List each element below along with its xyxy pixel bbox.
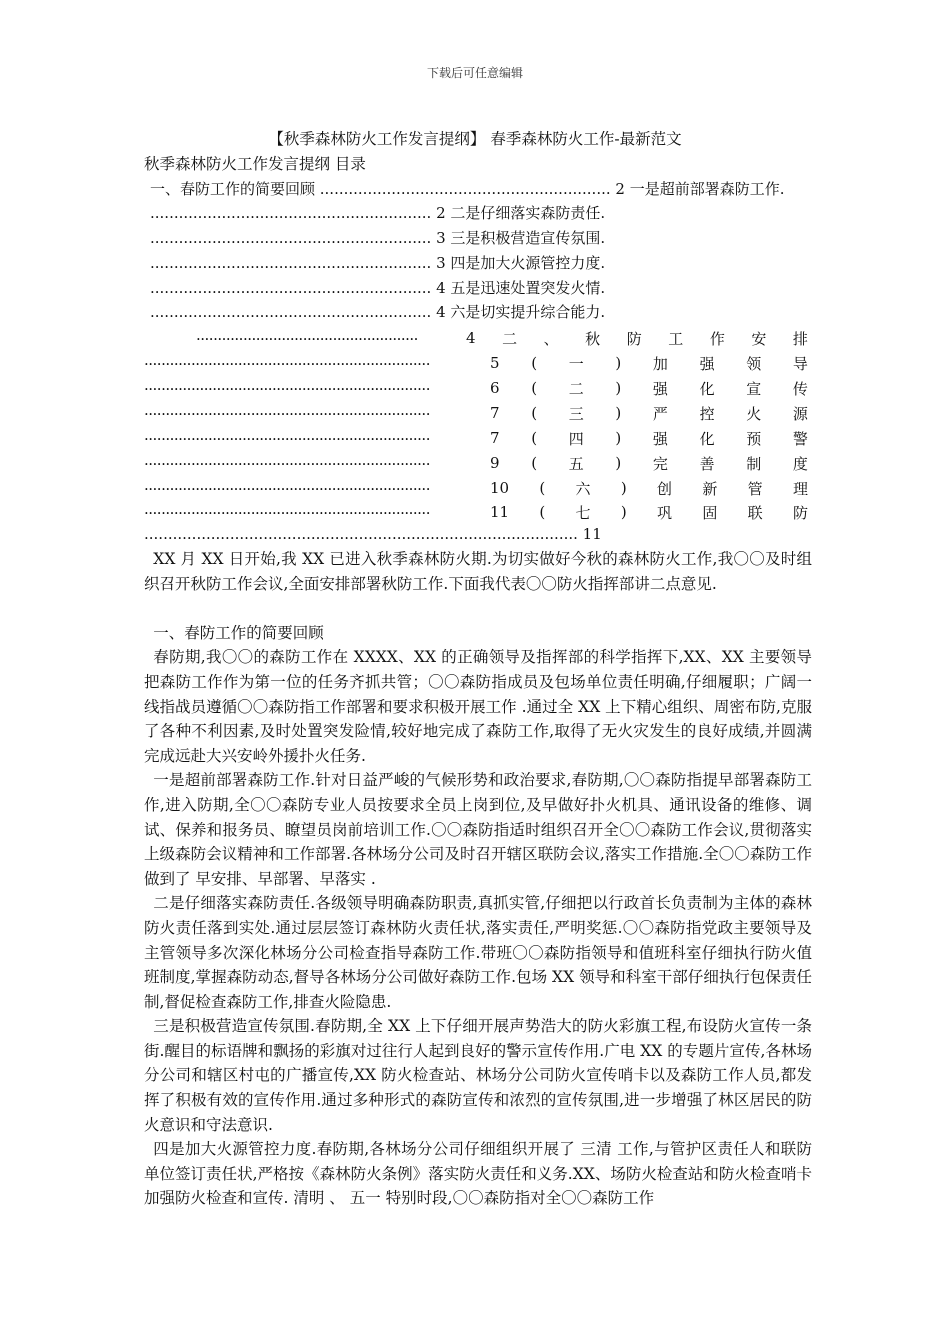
toc-page-number: 4 bbox=[466, 329, 476, 347]
toc-entry[interactable]: ........................................................... 4 六是切实提升综合能力. bbox=[150, 303, 606, 321]
toc-char: 防 bbox=[626, 329, 642, 348]
paragraph: 四是加大火源管控力度.春防期,各林场分公司仔细组织开展了 三清 工作,与管护区责任人和联防单位签订责任状,严格按《森林防火条例》落实防火责任和义务.XX、场防火检查站和防火检查哨卡加强防火检查和宣传. 清明 、 五一 特别时段,〇〇森防指对全〇〇森防工作 bbox=[144, 1140, 812, 1208]
toc-char: 警 bbox=[792, 429, 808, 448]
toc-page-number: 10 bbox=[490, 479, 510, 497]
toc-entry-spread[interactable] bbox=[490, 500, 808, 524]
toc-char: 二 bbox=[502, 329, 518, 348]
toc-char: 作 bbox=[709, 329, 725, 348]
toc-entry[interactable]: 一、春防工作的简要回顾 ............................................................. 2 一是超前部署森防工作. bbox=[150, 180, 785, 198]
toc-char: 创 bbox=[657, 479, 673, 498]
toc-char: 加 bbox=[652, 354, 668, 373]
toc-char: 强 bbox=[699, 354, 715, 373]
toc-char: 宣 bbox=[746, 379, 762, 398]
toc-char: 三 bbox=[568, 404, 584, 423]
toc-char: ) bbox=[615, 354, 622, 372]
page-header-note: 下载后可任意编辑 bbox=[426, 66, 523, 80]
toc-char: 制 bbox=[746, 454, 762, 473]
toc-char: ( bbox=[531, 454, 538, 472]
toc-entry-spread[interactable] bbox=[490, 451, 808, 475]
toc-entry[interactable]: ........................................................... 4 五是迅速处置突发火情. bbox=[150, 279, 606, 297]
toc-char: ) bbox=[620, 479, 627, 497]
toc-leader-dots: ................................................................... bbox=[144, 376, 430, 394]
document-title: 【秋季森林防火工作发言提纲】 春季森林防火工作-最新范文 bbox=[268, 130, 682, 148]
toc-char: 巩 bbox=[657, 503, 673, 522]
toc-char: ( bbox=[531, 404, 538, 422]
toc-entry-spread[interactable] bbox=[490, 426, 808, 450]
toc-entry-spread[interactable] bbox=[490, 376, 808, 400]
toc-page-number: 9 bbox=[490, 454, 500, 472]
toc-entry-spread[interactable] bbox=[490, 476, 808, 500]
toc-char: ( bbox=[531, 379, 538, 397]
toc-entry[interactable]: ........................................................... 3 三是积极营造宣传氛围. bbox=[150, 229, 606, 247]
toc-char: 四 bbox=[568, 429, 584, 448]
toc-leader-dots: ................................................................... bbox=[144, 401, 430, 419]
toc-char: ) bbox=[620, 503, 627, 521]
toc-page-number: 5 bbox=[490, 354, 500, 372]
toc-char: 、 bbox=[543, 329, 559, 348]
paragraph: 三是积极营造宣传氛围.春防期,全 XX 上下仔细开展声势浩大的防火彩旗工程,布设防火宣传一条街.醒目的标语牌和飘扬的彩旗对过往行人起到良好的警示宣传作用.广电 XX 的专题片宣传,各林场分公司和辖区村屯的广播宣传,XX 防火检查站、林场分公司防火宣传哨卡以及森防工作人员,都发挥了积极有效的宣传作用.通过多种形式的森防宣传和浓烈的宣传氛围,进一步增强了林区居民的防火意识和守法意识. bbox=[144, 1017, 812, 1134]
toc-entry[interactable]: ........................................................... 2 二是仔细落实森防责任. bbox=[150, 204, 606, 222]
toc-char: 一 bbox=[568, 354, 584, 373]
toc-char: 强 bbox=[652, 379, 668, 398]
toc-char: ) bbox=[615, 454, 622, 472]
toc-leader-dots: ................................................................... bbox=[144, 500, 430, 518]
toc-leader-dots: ................................................................... bbox=[144, 476, 430, 494]
toc-page-number: 11 bbox=[490, 503, 510, 521]
toc-char: 秋 bbox=[585, 329, 601, 348]
toc-leader-dots: ................................................................... bbox=[144, 426, 430, 444]
toc-leader-dots: ................................................................... bbox=[144, 451, 430, 469]
toc-char: ) bbox=[615, 429, 622, 447]
toc-page-number: 6 bbox=[490, 379, 500, 397]
toc-char: ( bbox=[539, 479, 546, 497]
toc-entry-spread[interactable] bbox=[490, 351, 808, 375]
document-body bbox=[144, 547, 812, 1211]
paragraph: 二是仔细落实森防责任.各级领导明确森防职责,真抓实管,仔细把以行政首长负责制为主体的森林防火责任落到实处.通过层层签订森林防火责任状,落实责任,严明奖惩.〇〇森防指党政主要领导及主管领导多次深化林场分公司检查指导森防工作.带班〇〇森防指领导和值班科室仔细执行防火值班制度,掌握森防动态,督导各林场分公司做好森防工作.包场 XX 领导和科室干部仔细执行包保责任制,督促检查森防工作,排查火险隐患. bbox=[144, 894, 812, 1011]
toc-char: 七 bbox=[575, 503, 591, 522]
toc-heading: 秋季森林防火工作发言提纲 目录 bbox=[144, 155, 366, 173]
toc-char: 化 bbox=[699, 379, 715, 398]
toc-char: 六 bbox=[575, 479, 591, 498]
toc-entry[interactable]: ........................................................... 3 四是加大火源管控力度. bbox=[150, 254, 606, 272]
toc-char: 安 bbox=[751, 329, 767, 348]
toc-page-number: 7 bbox=[490, 429, 500, 447]
toc-char: 防 bbox=[792, 503, 808, 522]
toc-char: 二 bbox=[568, 379, 584, 398]
toc-char: 火 bbox=[746, 404, 762, 423]
toc-char: 理 bbox=[792, 479, 808, 498]
toc-char: 强 bbox=[652, 429, 668, 448]
toc-char: 化 bbox=[699, 429, 715, 448]
toc-char: ( bbox=[531, 354, 538, 372]
toc-char: 管 bbox=[747, 479, 763, 498]
toc-entry-spread[interactable] bbox=[490, 401, 808, 425]
toc-char: 工 bbox=[668, 329, 684, 348]
toc-char: 控 bbox=[699, 404, 715, 423]
toc-entry[interactable]: ........................................................................................... 11 bbox=[144, 525, 602, 543]
toc-char: 善 bbox=[699, 454, 715, 473]
toc-leader-dots: .................................................... bbox=[196, 326, 418, 344]
toc-char: 预 bbox=[746, 429, 762, 448]
section-heading: 一、春防工作的简要回顾 bbox=[153, 623, 324, 642]
toc-char: ( bbox=[531, 429, 538, 447]
paragraph: 一是超前部署森防工作.针对日益严峻的气候形势和政治要求,春防期,〇〇森防指提早部署森防工作,进入防期,全〇〇森防专业人员按要求全员上岗到位,及早做好扑火机具、通讯设备的维修、调试、保养和报务员、瞭望员岗前培训工作.〇〇森防指适时组织召开全〇〇森防工作会议,贯彻落实上级森防会议精神和工作部署.各林场分公司及时召开辖区联防会议,落实工作措施.全〇〇森防工作做到了 早安排、早部署、早落实 . bbox=[144, 771, 812, 888]
toc-char: 领 bbox=[746, 354, 762, 373]
toc-char: 联 bbox=[747, 503, 763, 522]
toc-char: 严 bbox=[652, 404, 668, 423]
toc-char: ) bbox=[615, 379, 622, 397]
toc-char: ( bbox=[539, 503, 546, 521]
toc-page-number: 7 bbox=[490, 404, 500, 422]
toc-char: ) bbox=[615, 404, 622, 422]
toc-char: 五 bbox=[568, 454, 584, 473]
toc-char: 新 bbox=[702, 479, 718, 498]
toc-char: 导 bbox=[792, 354, 808, 373]
toc-leader-dots: ................................................................... bbox=[144, 351, 430, 369]
toc-char: 固 bbox=[702, 503, 718, 522]
toc-char: 度 bbox=[792, 454, 808, 473]
toc-char: 源 bbox=[792, 404, 808, 423]
toc-char: 传 bbox=[792, 379, 808, 398]
intro-paragraph: XX 月 XX 日开始,我 XX 已进入秋季森林防火期.为切实做好今秋的森林防火工作,我〇〇及时组织召开秋防工作会议,全面安排部署秋防工作.下面我代表〇〇防火指挥部讲二点意见. bbox=[144, 550, 812, 593]
toc-char: 完 bbox=[652, 454, 668, 473]
paragraph: 春防期,我〇〇的森防工作在 XXXX、XX 的正确领导及指挥部的科学指挥下,XX、XX 主要领导把森防工作作为第一位的任务齐抓共管；〇〇森防指成员及包场单位责任明确,仔细履职；广阔一线指战员遵循〇〇森防指工作部署和要求积极开展工作 .通过全 XX 上下精心组织、周密布防,克服了各种不利因素,及时处置突发险情,较好地完成了森防工作,取得了无火灾发生的良好成绩,并圆满完成远赴大兴安岭外援扑火任务. bbox=[144, 648, 812, 765]
toc-char: 排 bbox=[792, 329, 808, 348]
toc-entry-spread[interactable] bbox=[466, 326, 808, 350]
